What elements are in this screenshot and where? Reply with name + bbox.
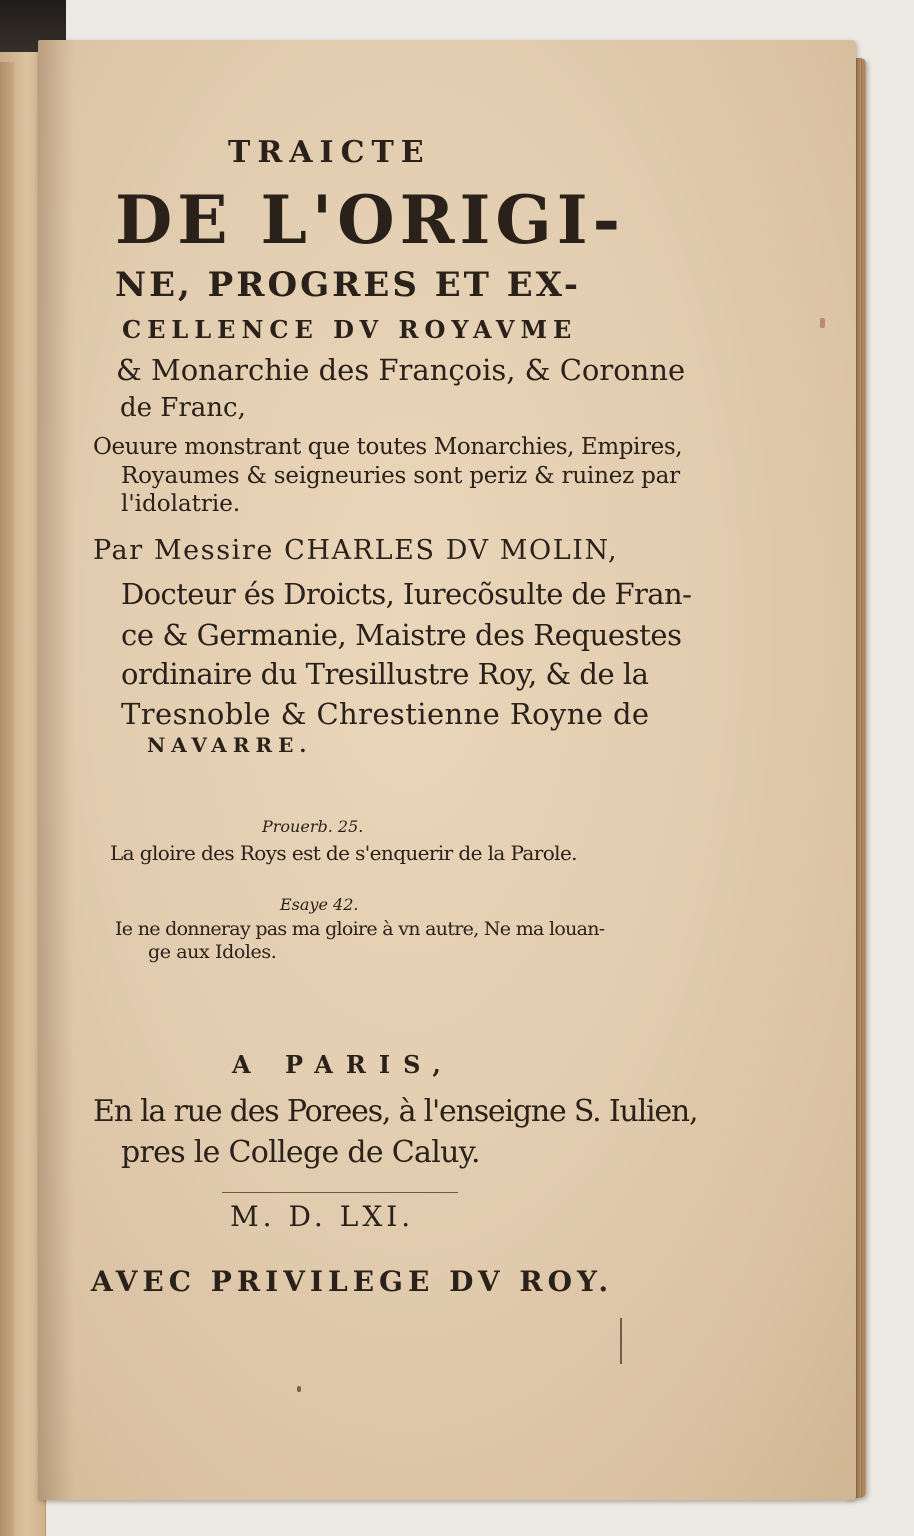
imprint-rule [222, 1192, 458, 1193]
author-line-6: NAVARRE. [147, 733, 313, 757]
author-line-4: ordinaire du Tresillustre Roy, & de la [121, 657, 649, 691]
author-line-1: Par Messire CHARLES DV MOLIN, [93, 535, 619, 566]
title-line-3: NE, PROGRES ET EX- [115, 265, 581, 305]
epigraph-1-reference: Prouerb. 25. [262, 817, 364, 836]
title-line-1: TRAICTE [228, 135, 431, 170]
imprint-line-1: En la rue des Porees, à l'enseigne S. Iulien, [93, 1094, 698, 1129]
privilege-line: AVEC PRIVILEGE DV ROY. [91, 1265, 614, 1298]
title-line-4: CELLENCE DV ROYAVME [122, 315, 578, 344]
imprint-city: A PARIS, [232, 1050, 454, 1079]
epigraph-1-text: La gloire des Roys est de s'enquerir de la Parole. [110, 841, 577, 865]
subtitle-line-1: Oeuure monstrant que toutes Monarchies, Empires, [93, 434, 683, 460]
epigraph-2-line-2: ge aux Idoles. [148, 941, 277, 963]
imprint-line-2: pres le College de Caluy. [121, 1135, 480, 1170]
margin-speck [820, 318, 825, 328]
subtitle-line-3: l'idolatrie. [121, 491, 241, 517]
epigraph-2-reference: Esaye 42. [280, 895, 359, 914]
author-line-2: Docteur és Droicts, Iurecõsulte de Fran- [121, 577, 692, 611]
author-line-3: ce & Germanie, Maistre des Requestes [121, 618, 682, 652]
title-line-2: DE L'ORIGI- [115, 181, 625, 259]
epigraph-2-line-1: Ie ne donneray pas ma gloire à vn autre, Ne ma louan- [115, 918, 605, 940]
gutter-shadow [38, 40, 74, 1500]
title-line-6: de Franc, [120, 393, 246, 423]
subtitle-line-2: Royaumes & seigneuries sont periz & ruinez par [121, 463, 680, 489]
left-page-shadow [0, 62, 14, 1536]
title-line-5: & Monarchie des François, & Coronne [116, 353, 686, 387]
author-line-5: Tresnoble & Chrestienne Royne de [121, 697, 650, 731]
ink-mark [620, 1318, 622, 1364]
ink-dot [297, 1386, 301, 1392]
imprint-date: M. D. LXI. [230, 1200, 415, 1233]
